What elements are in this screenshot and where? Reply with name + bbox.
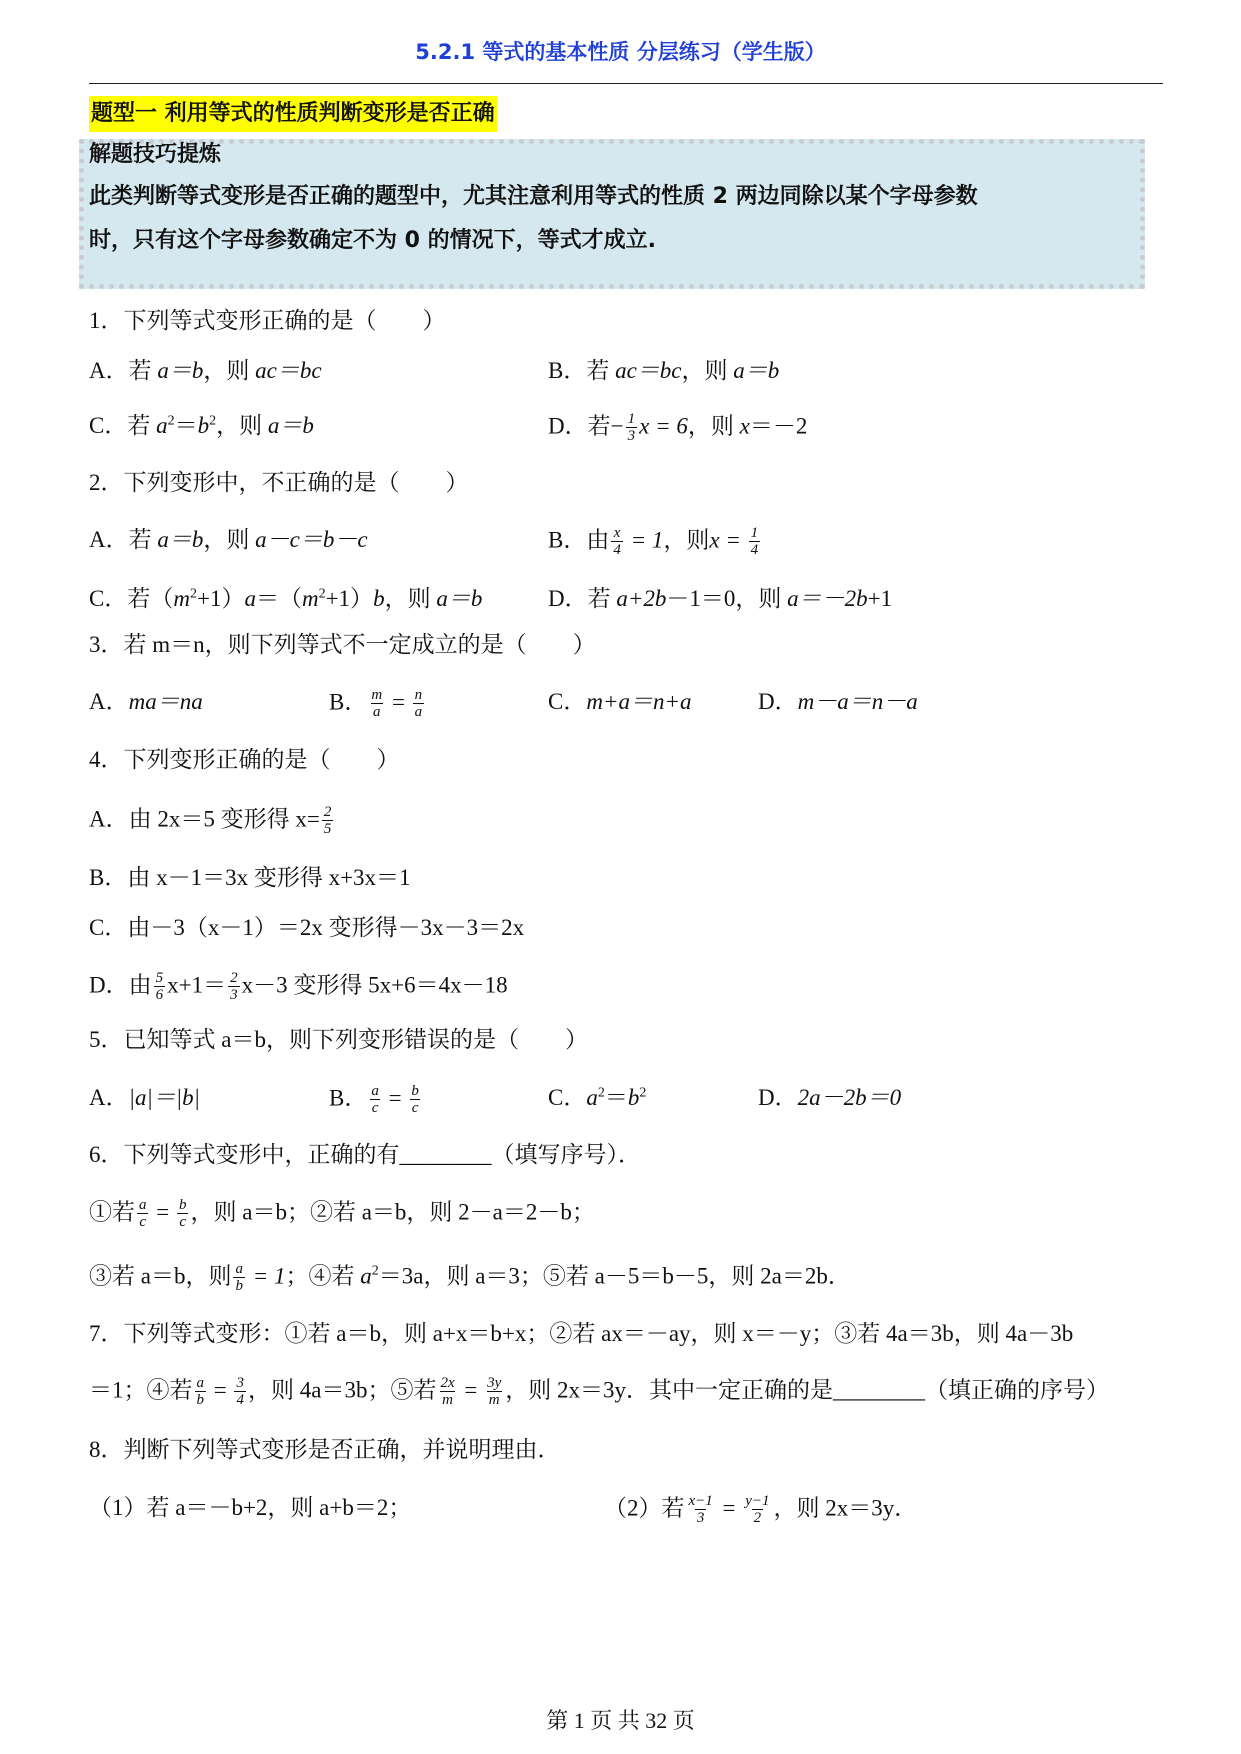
q3-option-a: A．ma＝na [89, 689, 203, 714]
q6-line-2: ③若 a＝b，则 $\frac{a}{b}$ = 1；④若 $a^2=3a$，则 a＝3；⑤若 a－5＝b－5，则 2a＝2b． [89, 1261, 851, 1294]
q5-option-d: D．2a－2b＝0 [758, 1085, 902, 1110]
page-footer: 第 1 页 共 32 页 [546, 1708, 695, 1733]
q1-option-c: C．若 $a^2=b^2$，则 a＝b [89, 413, 314, 438]
q8-stem: 8．判断下列等式变形是否正确，并说明理由． [89, 1437, 561, 1462]
header-rule [89, 83, 1163, 84]
q5-option-b: B． $\frac{a}{c}$ = $\frac{b}{c}$ [329, 1083, 419, 1116]
q3-option-c: C．m+a＝n+a [548, 689, 692, 714]
q3-option-d: D．m－a＝n－a [758, 689, 918, 714]
q2-option-a: A．若 a＝b，则 a－c＝b－c [89, 527, 368, 552]
q1-option-b: B．若 ac＝bc，则 a＝b [548, 358, 780, 383]
q2-stem: 2．下列变形中，不正确的是（ ） [89, 470, 469, 495]
page-title: 5.2.1 等式的基本性质 分层练习（学生版） [415, 40, 826, 64]
q1-stem: 1．下列等式变形正确的是（ ） [89, 308, 446, 333]
q1-option-d: D．若− $\frac{1}{3}$ x = 6，则 x＝－2 [548, 411, 808, 444]
q1-option-a: A．若 a＝b，则 ac＝bc [89, 358, 322, 383]
q6-line-1: ①若 $\frac{a}{c}$ = $\frac{b}{c}$ ，则 a＝b；②若 a＝b，则 2－a＝2－b； [89, 1197, 595, 1230]
tips-heading: 解题技巧提炼 [89, 142, 222, 167]
section-heading: 题型一 利用等式的性质判断变形是否正确 [89, 96, 497, 132]
q4-option-d: D．由 $\frac{5}{6}$ x+1＝ $\frac{2}{3}$ x－3 变形得 5x+6＝4x－18 [89, 970, 508, 1003]
q7-line-1: 7．下列等式变形：①若 a＝b，则 a+x＝b+x；②若 ax＝－ay，则 x＝－y；③若 4a＝3b，则 4a－3b [89, 1321, 1074, 1346]
q3-stem: 3．若 m＝n，则下列等式不一定成立的是（ ） [89, 632, 596, 657]
q6-stem: 6．下列等式变形中，正确的有________（填写序号）． [89, 1142, 641, 1167]
q4-option-b: B．由 x－1＝3x 变形得 x+3x＝1 [89, 865, 411, 890]
tips-line-1: 此类判断等式变形是否正确的题型中，尤其注意利用等式的性质 2 两边同除以某个字母参数 [89, 184, 978, 209]
q2-option-c: C．若$(m^2+1)a=(m^2+1)b$，则 a＝b [89, 586, 483, 611]
q7-line-2: ＝1；④若 $\frac{a}{b}$ = $\frac{3}{4}$ ，则 4a＝3b；⑤若 $\frac{2x}{m}$ = $\frac{3y}{m}$ ，则 2x＝3y．其中一定正确的是________（填正确的序号） [89, 1375, 1110, 1408]
tips-line-2: 时，只有这个字母参数确定不为 0 的情况下，等式才成立. [89, 228, 656, 253]
q5-option-a: A．|a|＝|b| [89, 1085, 200, 1110]
q5-option-c: C．$a^2=b^2$ [548, 1085, 647, 1110]
q8-part-1: （1）若 a＝－b+2，则 a+b＝2； [89, 1495, 412, 1520]
tips-box [79, 139, 1145, 289]
q3-option-b: B． $\frac{m}{a}$ = $\frac{n}{a}$ [329, 687, 423, 720]
q5-stem: 5．已知等式 a＝b，则下列变形错误的是（ ） [89, 1027, 588, 1052]
q4-stem: 4．下列变形正确的是（ ） [89, 747, 400, 772]
q4-option-c: C．由－3（x－1）＝2x 变形得－3x－3＝2x [89, 915, 525, 940]
q2-option-b: B．由 $\frac{x}{4}$ = 1，则x = $\frac{1}{4}$ [548, 525, 759, 558]
q4-option-a: A．由 2x＝5 变形得 x= $\frac{2}{5}$ [89, 804, 332, 837]
q8-part-2: （2）若 $\frac{x-1}{3}$ = $\frac{y-1}{2}$ ，则 2x＝3y． [604, 1493, 918, 1526]
q2-option-d: D．若 a+2b－1＝0，则 a＝－2b+1 [548, 586, 893, 611]
